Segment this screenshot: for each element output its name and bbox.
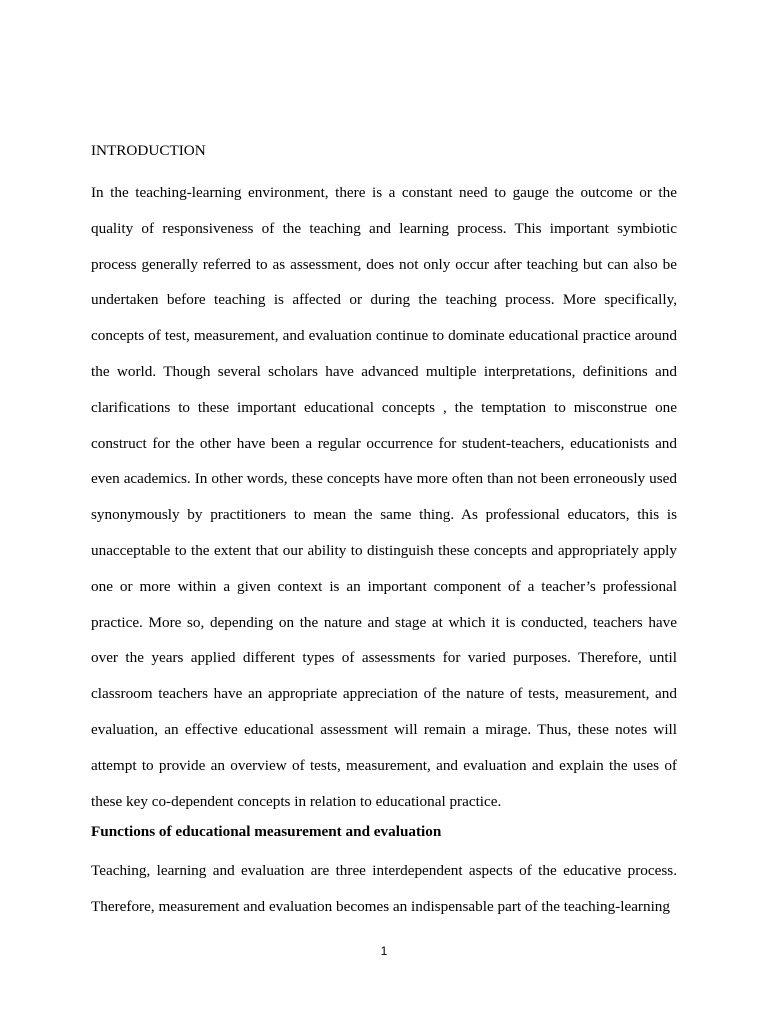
introduction-paragraph: In the teaching-learning environment, there is a constant need to gauge the outcome or the quality of responsiveness of the teaching and learning process. This important symbiotic process generally referred to as assessment, does not only occur after teaching but can also be undertaken before teaching is affected or during the teaching process. More specifically, concepts of test, measurement, and evaluation continue to dominate educational practice around the world. Though several scholars have advanced multiple interpretations, definitions and clarifications to these important educational concepts , the temptation to misconstrue one construct for the other have been a regular occurrence for student-teachers, educationists and even academics. In other words, these concepts have more often than not been erroneously used synonymously by practitioners to mean the same thing. As professional educators, this is unacceptable to the extent that our ability to distinguish these concepts and appropriately apply one or more within a given context is an important component of a teacher’s professional practice. More so, depending on the nature and stage at which it is conducted, teachers have over the years applied different types of assessments for varied purposes. Therefore, until classroom teachers have an appropriate appreciation of the nature of tests, measurement, and evaluation, an effective educational assessment will remain a mirage. Thus, these notes will attempt to provide an overview of tests, measurement, and evaluation and explain the uses of these key co-dependent concepts in relation to educational practice. <box>91 184 677 810</box>
functions-paragraph: Teaching, learning and evaluation are three interdependent aspects of the educative process. Therefore, measurement and evaluation becomes an indispensable part of the teaching-learning <box>91 862 677 916</box>
page-content <box>91 140 677 925</box>
section-heading-introduction: INTRODUCTION <box>91 142 206 159</box>
section-heading-functions: Functions of educational measurement and evaluation <box>91 823 442 841</box>
page-number: 1 <box>380 944 388 958</box>
